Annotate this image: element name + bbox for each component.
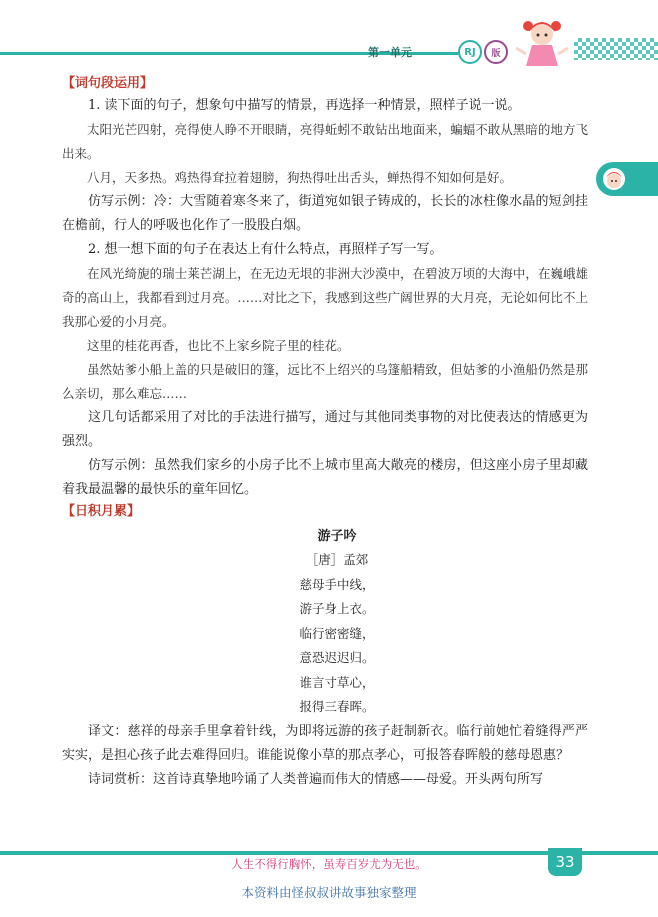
unit-label: 第一单元	[368, 46, 412, 59]
main-content	[62, 74, 588, 792]
analysis-paragraph: 这几句话都采用了对比的手法进行描写，通过与其他同类事物的对比使表达的情感更为强烈。	[62, 410, 588, 449]
imitation-answer: 仿写示例：虽然我们家乡的小房子比不上城市里高大敞亮的楼房，但这座小房子里却藏着我最温馨的最快乐的童年回忆。	[62, 458, 588, 497]
poem-line: 意恐迟迟归。	[299, 650, 375, 665]
girl-face-icon	[601, 166, 627, 192]
example-sentence: 八月，天多热。鸡热得耷拉着翅膀，狗热得吐出舌头，蝉热得不知如何是好。	[87, 170, 513, 185]
poem-line: 谁言寸草心，	[299, 674, 375, 690]
poem-line: 临行密密缝，	[299, 625, 375, 641]
imitation-answer: 仿写示例：冷：大雪随着寒冬来了，街道宛如银子铸成的，长长的冰柱像水晶的短剑挂在檐前，行人的呼吸也化作了一股股白烟。	[62, 194, 588, 233]
footer-motto: 人生不得行胸怀，虽寿百岁尤为无也。	[231, 857, 427, 871]
poem-line: 游子身上衣。	[299, 601, 375, 616]
edition-badge: 版	[484, 40, 508, 64]
footer-note: 本资料由怪叔叔讲故事独家整理	[241, 885, 417, 900]
example-sentence: 太阳光芒四射，亮得使人睁不开眼睛，亮得蚯蚓不敢钻出地面来，蝙蝠不敢从黑暗的地方飞出来。	[62, 122, 588, 161]
cartoon-girl-icon	[512, 14, 572, 70]
poem-appreciation: 诗词赏析：这首诗真挚地吟诵了人类普遍而伟大的情感——母爱。开头两句所写	[88, 771, 544, 787]
header-checker-pattern	[574, 38, 658, 60]
example-sentence: 这里的桂花再香，也比不上家乡院子里的桂花。	[87, 338, 350, 353]
example-sentence: 在风光绮旎的瑞士莱芒湖上，在无边无垠的非洲大沙漠中，在碧波万顷的大海中，在巍峨雄奇的高山上，我都看到过月亮。……对比之下，我感到这些广阔世界的大月亮，无论如何比不上我那心爱的小月亮。	[62, 266, 588, 329]
poem-translation: 译文：慈祥的母亲手里拿着针线，为即将远游的孩子赶制新衣。临行前她忙着缝得严严实实，是担心孩子此去难得回归。谁能说像小草的那点孝心，可报答春晖般的慈母恩惠？	[62, 723, 588, 763]
section-title-usage: 【词句段运用】	[62, 76, 154, 91]
poem-author: ［唐］孟郊	[305, 552, 369, 567]
page-number: 33	[548, 848, 582, 876]
poem-line: 报得三春晖。	[299, 699, 375, 714]
section-title-accumulation: 【日积月累】	[62, 504, 141, 519]
example-sentence: 虽然姑爹小船上盖的只是破旧的篷，远比不上绍兴的乌篷船精致，但姑爹的小渔船仍然是那么亲切，那么难忘……	[62, 362, 588, 401]
exercise-2-prompt: 2. 想一想下面的句子在表达上有什么特点，再照样子写一写。	[88, 242, 443, 257]
rj-badge: RJ	[458, 40, 482, 64]
poem-title: 游子吟	[317, 529, 357, 544]
exercise-1-prompt: 1. 读下面的句子，想象句中描写的情景，再选择一种情景，照样子说一说。	[88, 98, 521, 113]
poem-line: 慈母手中线，	[299, 576, 375, 592]
